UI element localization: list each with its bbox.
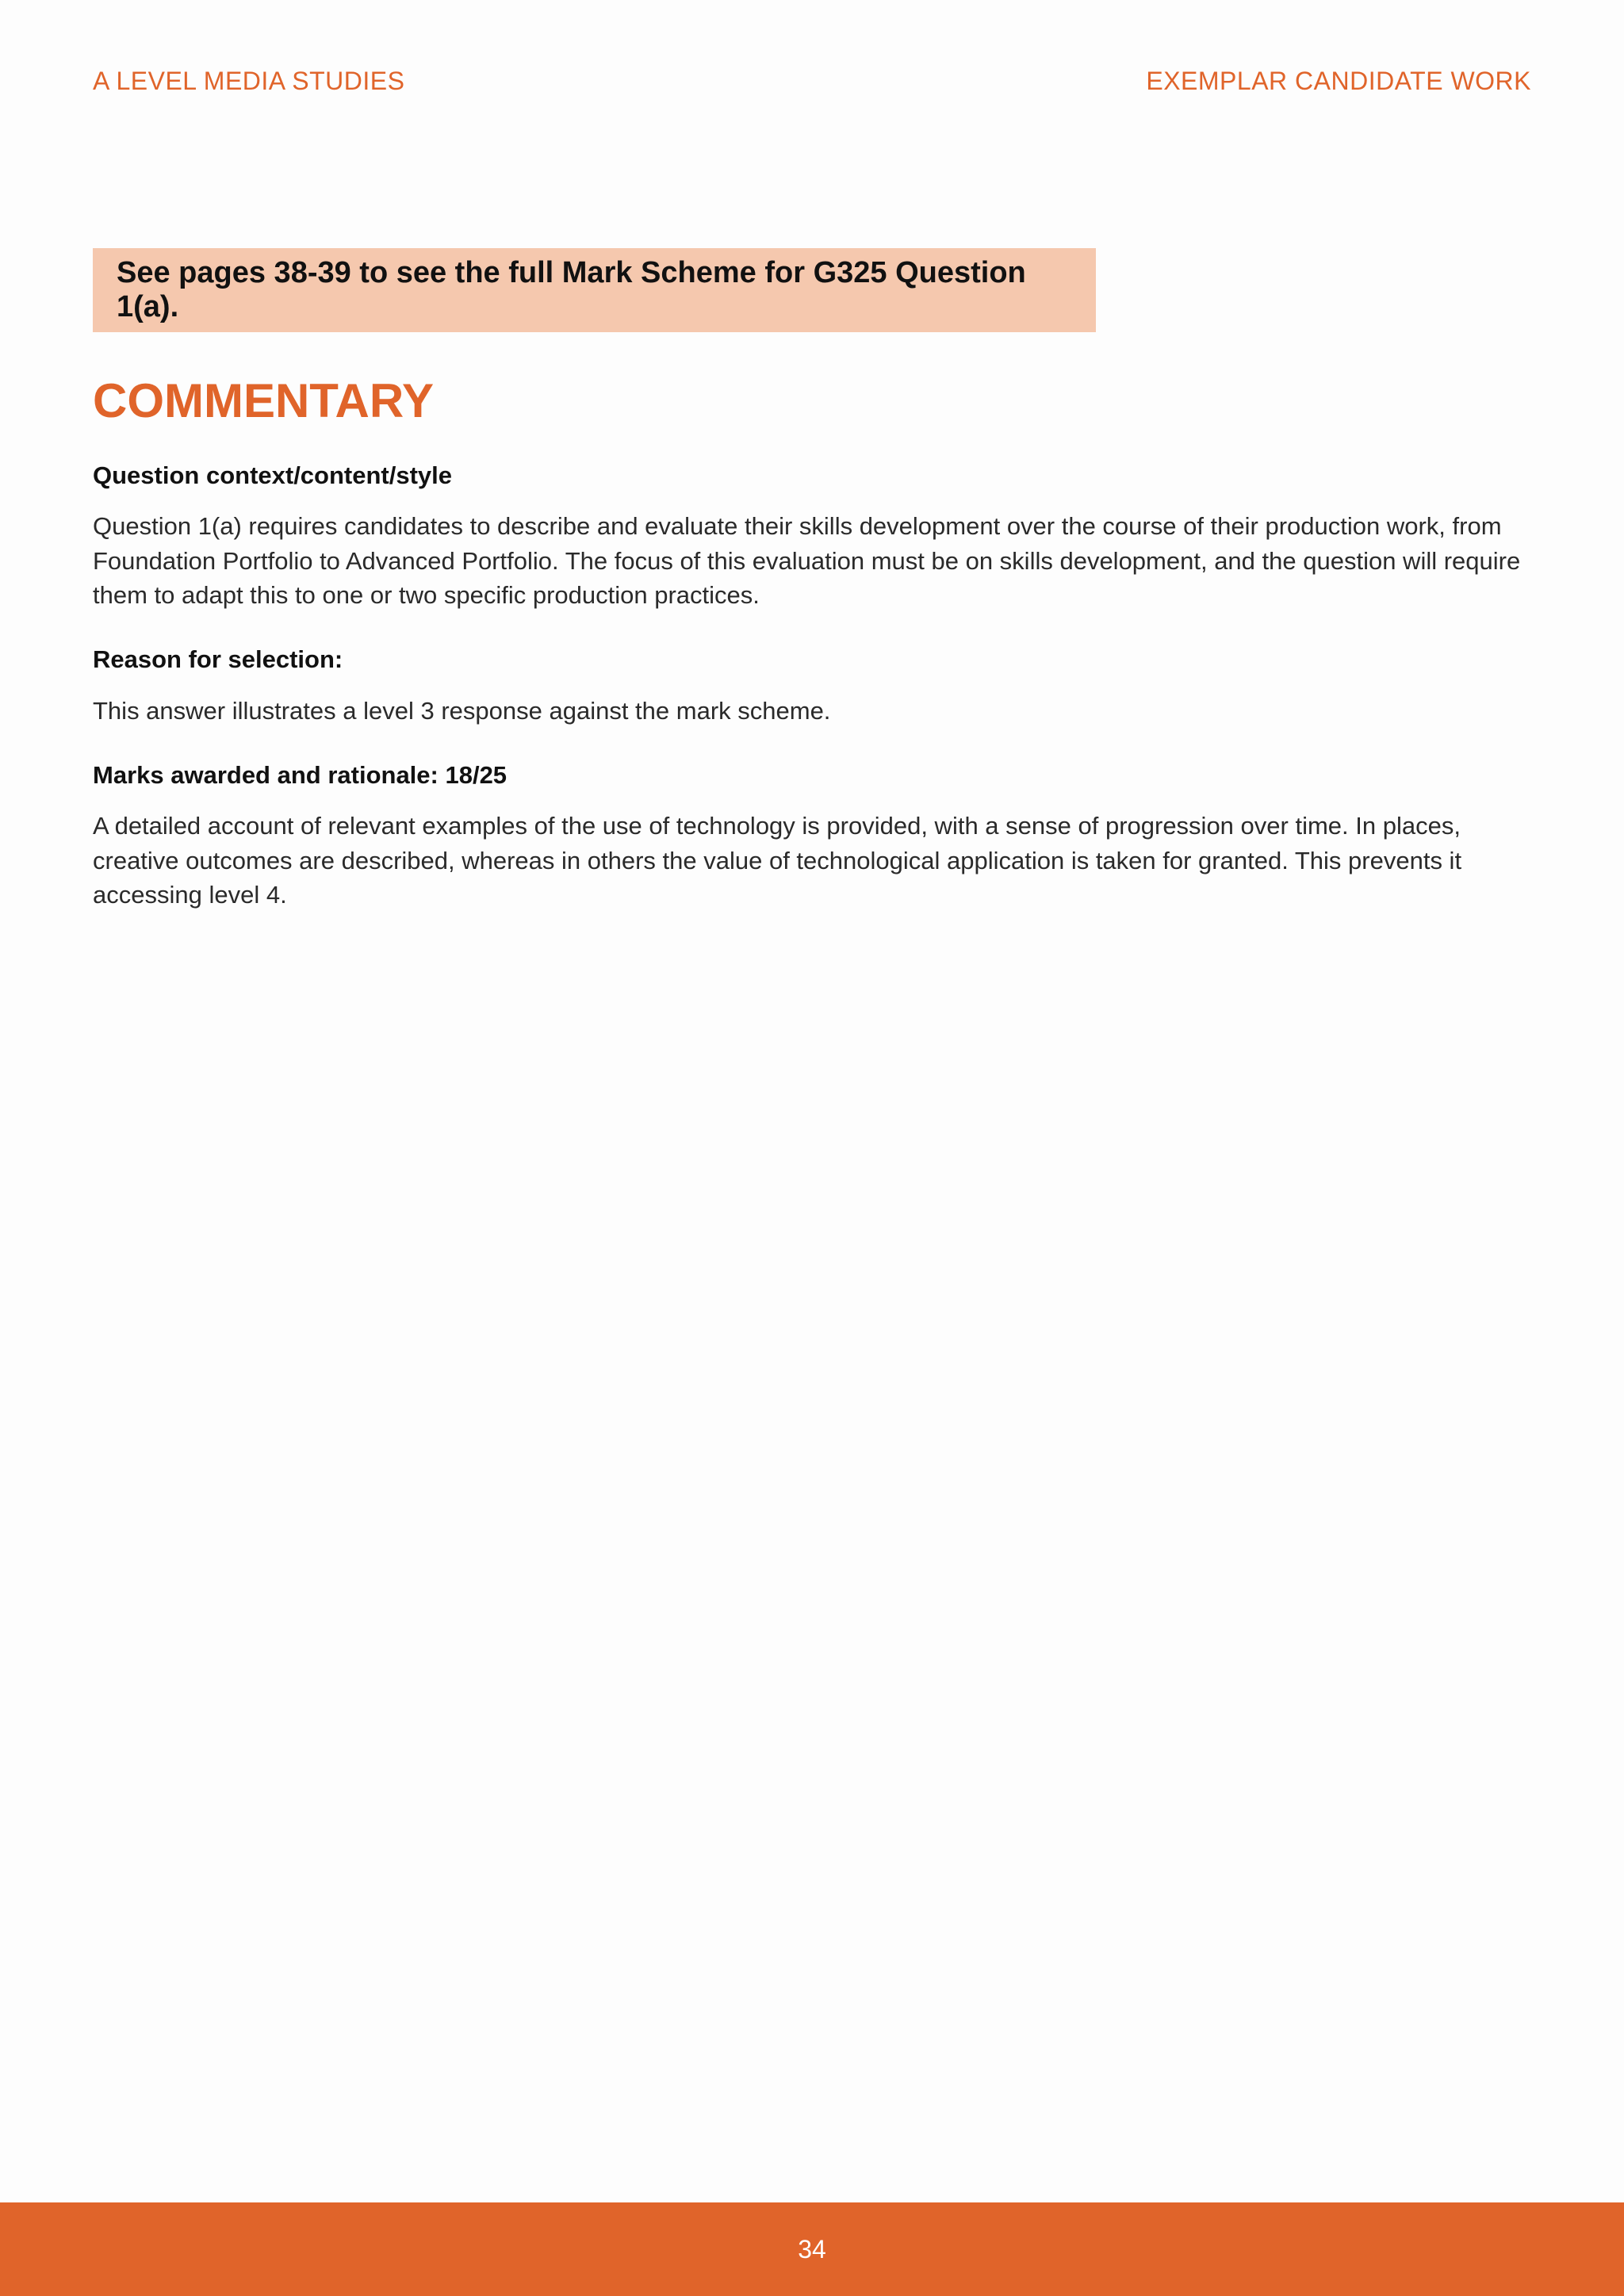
page-footer xyxy=(0,2202,1624,2296)
header-document-type: EXEMPLAR CANDIDATE WORK xyxy=(1146,67,1531,95)
commentary-title: COMMENTARY xyxy=(93,374,434,427)
section-body: Question 1(a) requires candidates to describe and evaluate their skills development over the course of their production work, from Foundation Portfolio to Advanced Portfolio. The focus of this evaluation must be on skills development, and the question will require them to adapt this to one or two specific production practices. xyxy=(93,512,1521,610)
page-number: 34 xyxy=(798,2234,826,2263)
section-heading: Question context/content/style xyxy=(93,461,453,489)
section-body: A detailed account of relevant examples of the use of technology is provided, with a sense of progression over time. In places, creative outcomes are described, whereas in others the value of technological application is taken for granted. This prevents it accessing level 4. xyxy=(93,812,1462,909)
callout-text: See pages 38-39 to see the full Mark Scheme for G325 Question 1(a). xyxy=(117,256,1026,323)
section-heading: Reason for selection: xyxy=(93,645,343,674)
header-subject: A LEVEL MEDIA STUDIES xyxy=(93,67,405,95)
commentary-section xyxy=(93,373,1534,944)
section-marks-awarded xyxy=(93,760,1534,912)
mark-scheme-callout xyxy=(93,248,1096,332)
section-reason-for-selection xyxy=(93,644,1534,728)
section-body: This answer illustrates a level 3 response against the mark scheme. xyxy=(93,696,831,725)
section-question-context xyxy=(93,460,1534,612)
section-heading: Marks awarded and rationale: 18/25 xyxy=(93,761,508,790)
